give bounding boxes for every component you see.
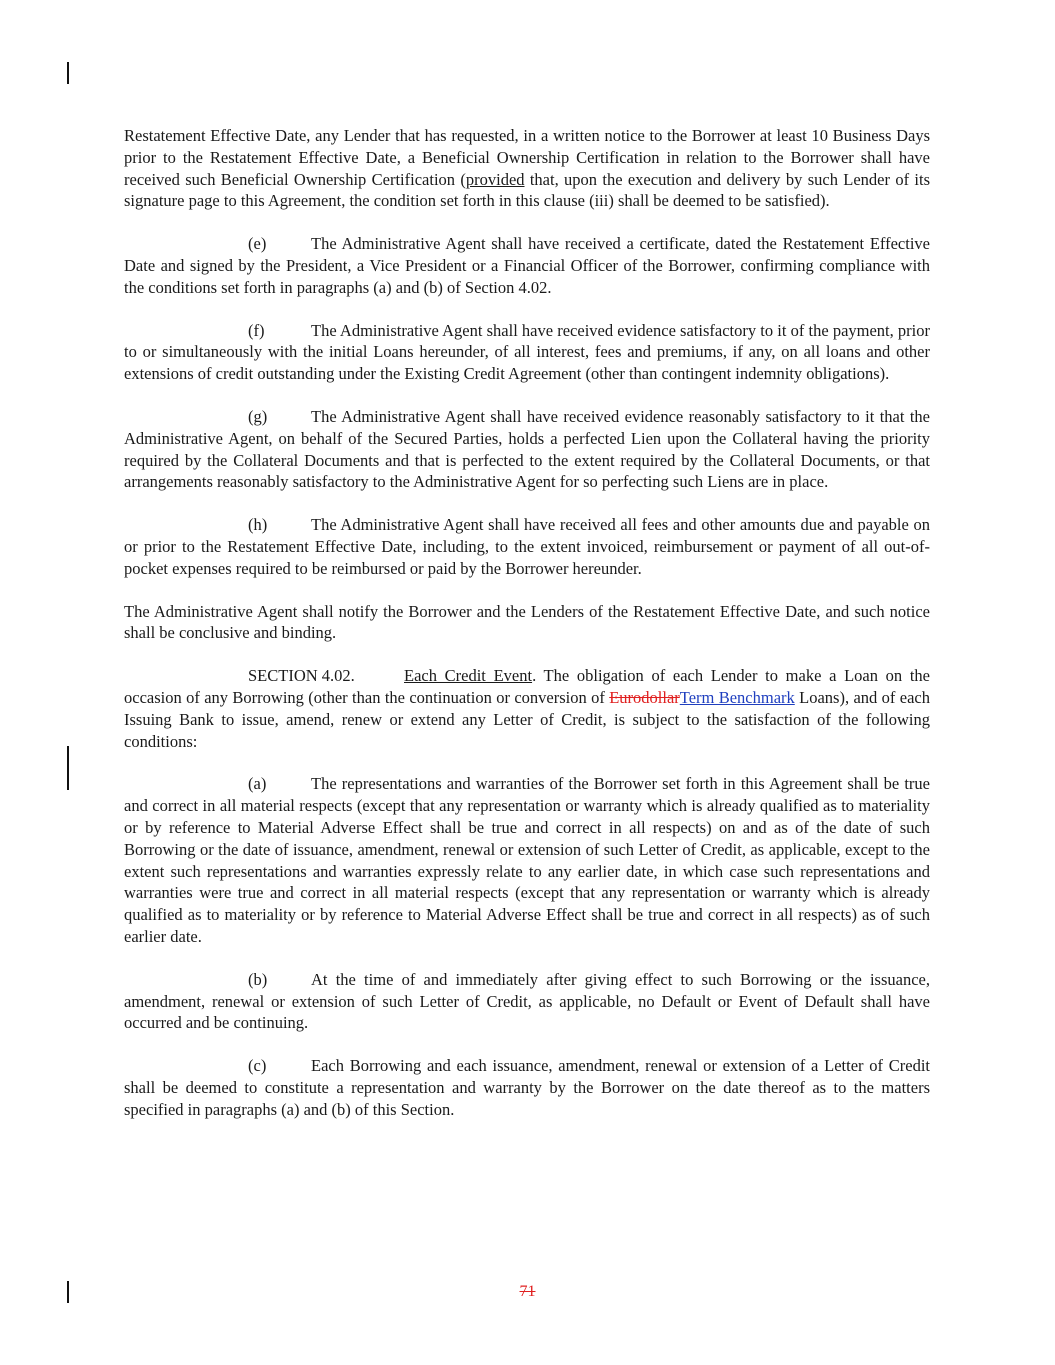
deleted-text: Eurodollar <box>609 687 680 707</box>
paragraph-f: (f) The Administrative Agent shall have received evidence satisfactory to it of the payment, prior to or simultaneously with the initial Loans hereunder, of all interest, fees and premiums, if any, on all loans and other extensions of credit outstanding under the Existing Credit Agreement (other than contingent indemnity obligations). <box>124 320 930 384</box>
condition-c: (c) Each Borrowing and each issuance, amendment, renewal or extension of a Letter of Credit shall be deemed to constitute a representation and warranty by the Borrower on the date thereof as to the matters specified in paragraphs (a) and (b) of this Section. <box>124 1056 930 1119</box>
section-4-02: SECTION 4.02. Each Credit Event. The obligation of each Lender to make a Loan on the occasion of any Borrowing (other than the continuation or conversion of EurodollarTerm Benchmark Loans), and of each Issuing Bank to issue, amend, renew or extend any Letter of Credit, is subject to the satisfaction of the following conditions: <box>124 666 930 751</box>
paragraph-continuation: Restatement Effective Date, any Lender that has requested, in a written notice to the Borrower at least 10 Business Days prior to the Restatement Effective Date, a Beneficial Ownership Certification in relation to the Borrower shall have received such Beneficial Ownership Certification (provided that, upon the execution and delivery by such Lender of its signature page to this Agreement, the condition set forth in this clause (iii) shall be deemed to be satisfied). <box>124 126 930 211</box>
page-number: 71 <box>519 1283 536 1300</box>
condition-b: (b) At the time of and immediately after giving effect to such Borrowing or the issuance, amendment, renewal or extension of such Letter of Credit, as applicable, no Default or Event of Default shall have occurred and be continuing. <box>124 969 930 1033</box>
paragraph-g: (g) The Administrative Agent shall have received evidence reasonably satisfactory to it that the Administrative Agent, on behalf of the Secured Parties, holds a perfected Lien upon the Collateral having the priority required by the Collateral Documents and that is perfected to the extent required by the Collateral Documents, or that arrangements reasonably satisfactory to the Administrative Agent for so perfecting such Liens are in place. <box>124 406 930 492</box>
change-bar-top <box>67 62 69 84</box>
section-title: Each Credit Event <box>404 666 533 686</box>
document-page <box>124 125 930 1141</box>
change-bar-section <box>67 746 69 790</box>
section-number: SECTION 4.02. <box>248 666 355 686</box>
inserted-text: Term Benchmark <box>679 687 795 707</box>
paragraph-notice: The Administrative Agent shall notify the Borrower and the Lenders of the Restatement Effective Date, and such notice shall be conclusive and binding. <box>124 601 930 643</box>
paragraph-e: (e) The Administrative Agent shall have received a certificate, dated the Restatement Effective Date and signed by the President, a Vice President or a Financial Officer of the Borrower, confirming compliance with the conditions set forth in paragraphs (a) and (b) of Section 4.02. <box>124 234 930 297</box>
provided-term: provided <box>465 169 525 189</box>
condition-a: (a) The representations and warranties of the Borrower set forth in this Agreement shall be true and correct in all material respects (except that any representation or warranty which is already qualified as to materiality or by reference to Material Adverse Effect shall be true and correct in all respects) on and as of the date of such Borrowing or the date of issuance, amendment, renewal or extension of such Letter of Credit, as applicable, except to the extent such representations and warranties expressly relate to any earlier date, in which case such representations and warranties were true and correct in all material respects (except that any representation or warranty which is already qualified as to materiality or by reference to Material Adverse Effect shall be true and correct in all respects) as of such earlier date. <box>124 774 930 946</box>
paragraph-h: (h) The Administrative Agent shall have received all fees and other amounts due and payable on or prior to the Restatement Effective Date, including, to the extent invoiced, reimbursement or payment of all out-of-pocket expenses required to be reimbursed or paid by the Borrower hereunder. <box>124 515 930 578</box>
